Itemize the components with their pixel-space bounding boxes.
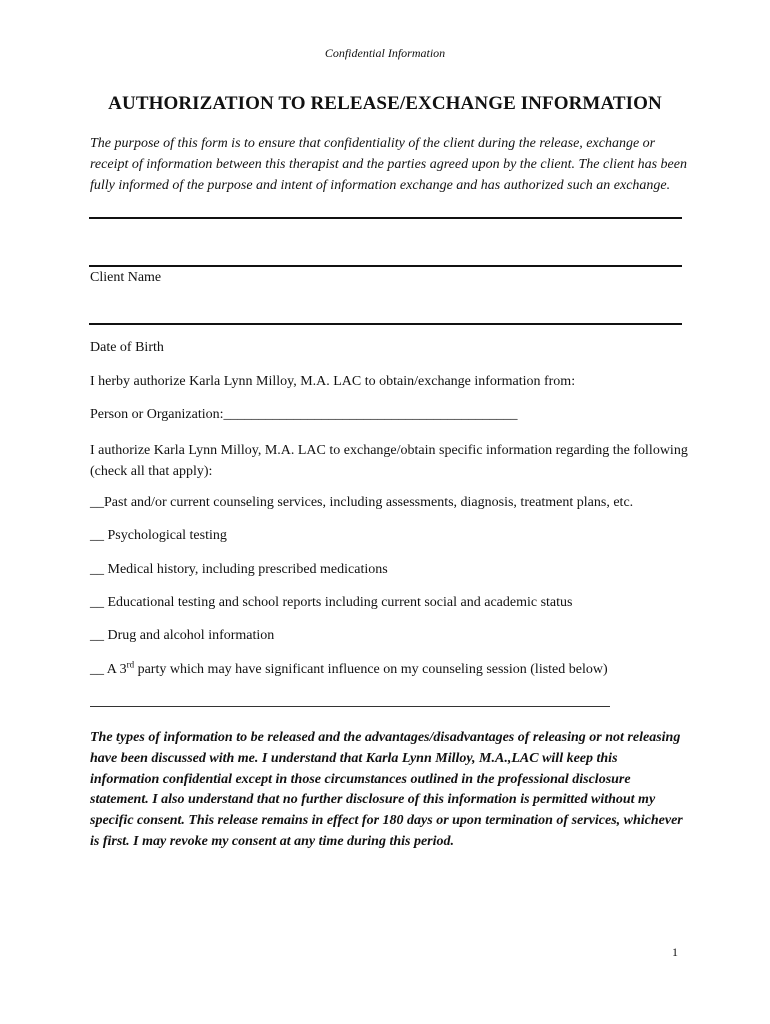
third-party-suffix: party which may have significant influence on my counseling session (listed below) — [134, 662, 608, 677]
third-party-superscript: rd — [126, 659, 135, 670]
authorize-specific-text: I authorize Karla Lynn Milloy, M.A. LAC to exchange/obtain specific information regarding the following (check all that apply): — [90, 443, 688, 479]
confidential-header: Confidential Information — [324, 46, 446, 60]
third-party-listing-line[interactable] — [90, 706, 610, 707]
page-number: 1 — [672, 945, 678, 959]
client-name-field-line[interactable] — [89, 265, 682, 267]
dob-field-line[interactable] — [89, 323, 682, 325]
dob-label: Date of Birth — [90, 340, 164, 355]
disclosure-statement: The types of information to be released and the advantages/disadvantages of releasing or not releasing have been discussed with me. I understand that Karla Lynn Milloy, M.A.,LAC will keep this information confidential except in those circumstances outlined in the professional disclosure statement. I also understand that no further disclosure of this information is permitted without my specific consent. This release remains in effect for 180 days or upon termination of services, whichever is first. I may revoke my consent at any time during this period. — [90, 730, 683, 849]
checklist-item-medical-history[interactable]: __ Medical history, including prescribed medications — [90, 562, 388, 577]
purpose-statement: The purpose of this form is to ensure that confidentiality of the client during the release, exchange or receipt of information between this therapist and the parties agreed upon by the client. The client has been fully informed of the purpose and intent of information exchange and has authorized such an exchange. — [90, 136, 687, 193]
checklist-item-psych-testing[interactable]: __ Psychological testing — [90, 528, 227, 543]
checklist-item-counseling[interactable]: __Past and/or current counseling services, including assessments, diagnosis, treatment plans, etc. — [90, 495, 634, 510]
checklist-item-educational[interactable]: __ Educational testing and school reports including current social and academic status — [90, 595, 573, 610]
checklist-item-drug-alcohol[interactable]: __ Drug and alcohol information — [90, 628, 275, 643]
authorize-from-text: I herby authorize Karla Lynn Milloy, M.A. LAC to obtain/exchange information from: — [90, 374, 576, 389]
checklist-item-third-party[interactable] — [90, 659, 608, 678]
person-organization-field[interactable]: Person or Organization:__________________________________________ — [90, 407, 518, 422]
client-name-label: Client Name — [90, 270, 162, 285]
divider-rule-1 — [89, 217, 682, 219]
third-party-prefix: __ A 3 — [90, 662, 127, 677]
form-title: AUTHORIZATION TO RELEASE/EXCHANGE INFORMATION — [108, 93, 662, 114]
